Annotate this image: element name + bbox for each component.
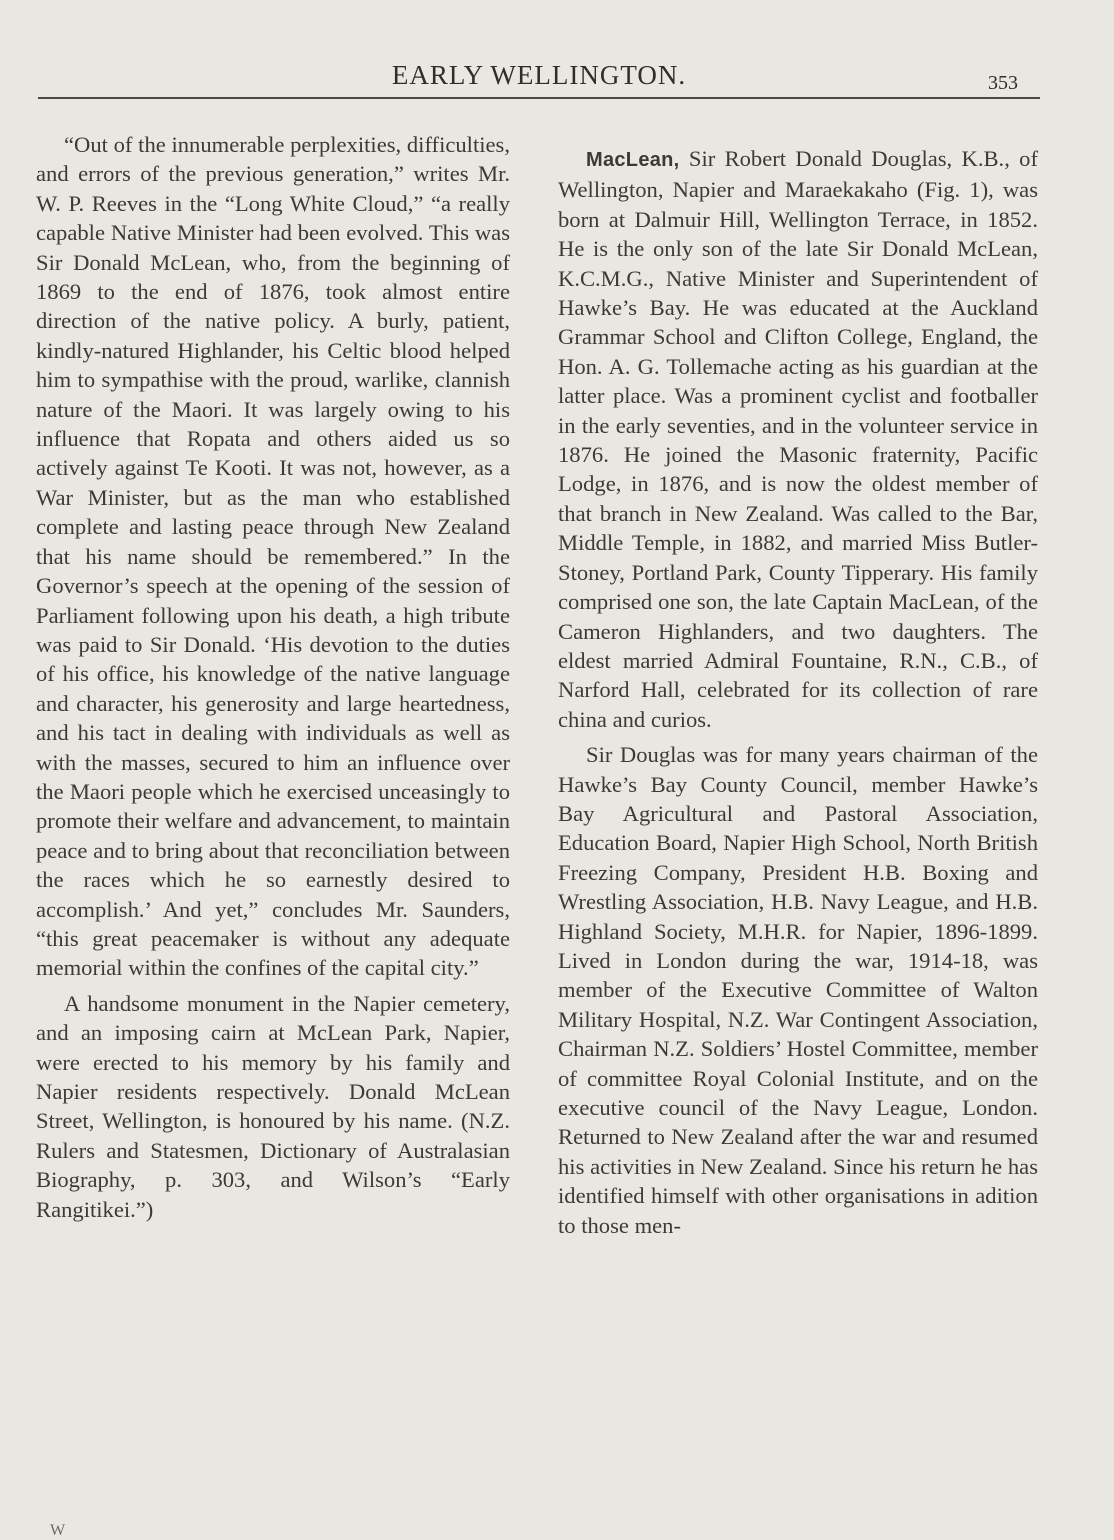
right-column: [558, 144, 1038, 1534]
page-header: [38, 58, 1040, 106]
paragraph-monument: A handsome monument in the Napier cemetery, and an imposing cairn at McLean Park, Napier, were erected to his memory by his family and Napier residents respectively. Donald McLean Street, Wellington, is honoured by his name. (N.Z. Rulers and Statesmen, Dictionary of Australasian Biography, p. 303, and Wilson’s “Early Rangitikei.”): [36, 990, 510, 1222]
signature-mark: W: [50, 1522, 66, 1539]
page-number: 353: [988, 72, 1018, 94]
paragraph-public-service: Sir Douglas was for many years chairman of the Hawke’s Bay County Council, member Hawke’s Bay Agricultural and Pastoral Association, Education Board, Napier High School, North British Freezing Company, President H.B. Boxing and Wrestling Association, H.B. Navy League, and H.B. Highland Society, M.H.R. for Napier, 1896-1899. Lived in London during the war, 1914-18, was member of the Executive Committee of Walton Military Hospital, N.Z. War Contingent Association, Chairman N.Z. Soldiers’ Hostel Committee, member of committee Royal Colonial Institute, and on the executive council of the Navy League, London. Returned to New Zealand after the war and resumed his activities in New Zealand. Since his return he has identified himself with other organisations in adition to those men-: [558, 742, 1038, 1238]
entry-text: Sir Robert Donald Douglas, K.B., of Wellington, Napier and Maraekakaho (Fig. 1), was born at Dalmuir Hill, Wellington Terrace, in 1852. He is the only son of the late Sir Donald McLean, K.C.M.G., Native Minister and Superintendent of Hawke’s Bay. He was educated at the Auckland Grammar School and Clifton College, England, the Hon. A. G. Tollemache acting as his guardian at the latter place. Was a prominent cyclist and footballer in the early seventies, and in the volunteer service in 1876. He joined the Masonic fraternity, Pacific Lodge, in 1876, and is now the oldest member of that branch in New Zealand. Was called to the Bar, Middle Temple, in 1882, and married Miss Butler-Stoney, Portland Park, County Tipperary. His family comprised one son, the late Captain MacLean, of the Cameron Highlanders, and two daughters. The eldest married Admiral Fountaine, R.N., C.B., of Narford Hall, celebrated for its collection of rare china and curios.: [558, 146, 1038, 732]
paragraph-mclean-quote: “Out of the innumerable perplexities, difficulties, and errors of the previous generation,” writes Mr. W. P. Reeves in the “Long White Cloud,” “a really capable Native Minister had been evolved. This was Sir Donald McLean, who, from the beginning of 1869 to the end of 1876, took almost entire direction of the native policy. A burly, patient, kindly-natured Highlander, his Celtic blood helped him to sympathise with the proud, warlike, clannish nature of the Maori. It was largely owing to his influence that Ropata and others aided us so actively against Te Kooti. It was not, however, as a War Minister, but as the man who established complete and lasting peace through New Zealand that his name should be remembered.” In the Governor’s speech at the opening of the session of Parliament following upon his death, a high tribute was paid to Sir Donald. ‘His devotion to the duties of his office, his knowledge of the native language and character, his generosity and large heartedness, and his tact in dealing with individuals as well as with the masses, secured to him an influence over the Maori people which he exercised unceasingly to promote their welfare and advancement, to maintain peace and to bring about that reconciliation between the races which he so earnestly desired to accomplish.’ And yet,” concludes Mr. Saunders, “this great peacemaker is without any adequate memorial within the confines of the capital city.”: [36, 132, 510, 981]
header-rule: [38, 97, 1040, 99]
left-column: [36, 130, 510, 1520]
entry-name: MacLean,: [586, 149, 680, 171]
paragraph-maclean-biography: [558, 144, 1038, 734]
running-title: EARLY WELLINGTON.: [391, 60, 687, 90]
